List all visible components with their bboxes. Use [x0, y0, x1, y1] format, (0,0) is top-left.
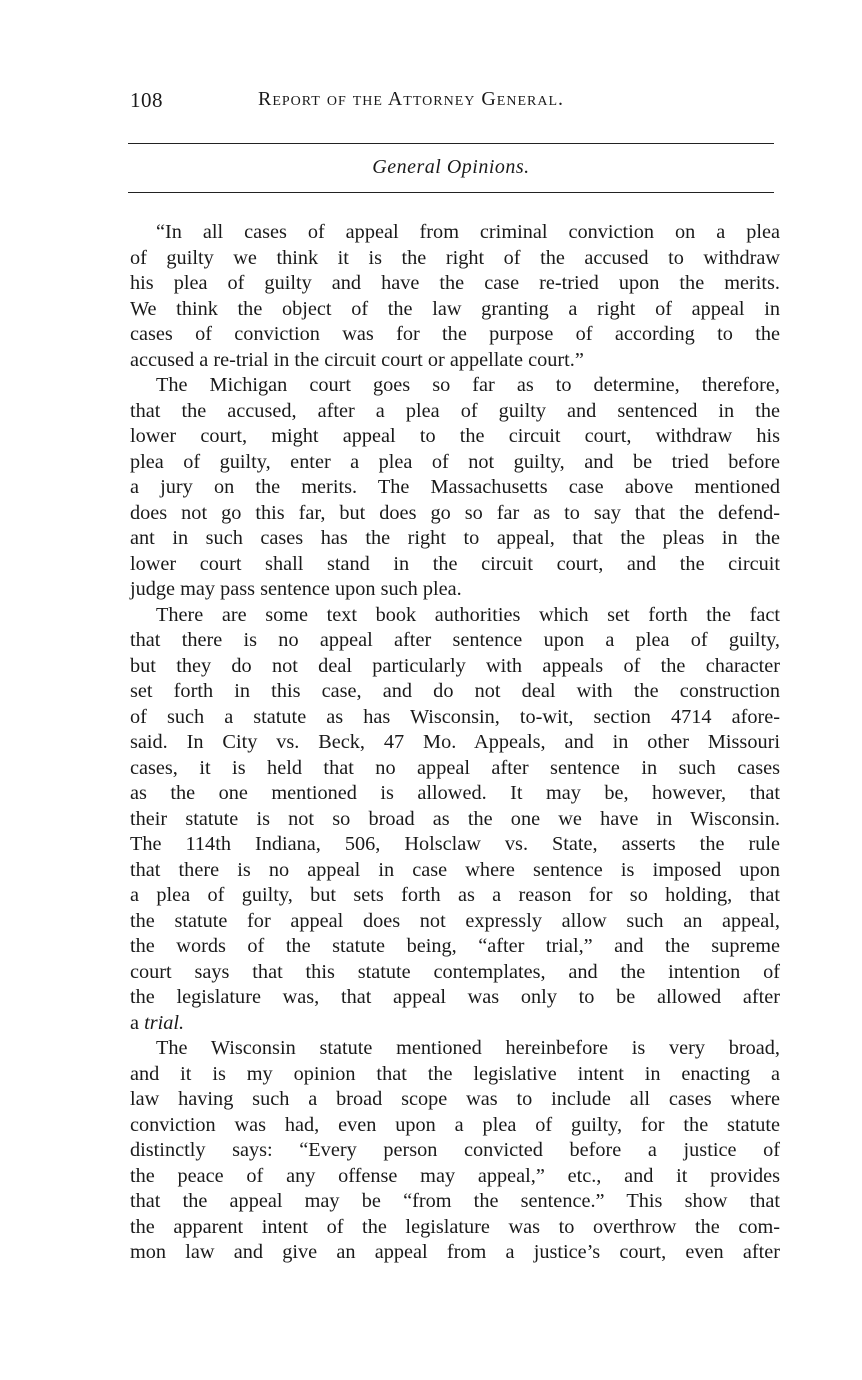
- text-line-content: cases, it is held that no appeal after sentence in such cases: [130, 756, 780, 779]
- text-line: [130, 1087, 780, 1113]
- text-line: [130, 271, 780, 297]
- text-line: [130, 424, 780, 450]
- page-header: [128, 88, 776, 118]
- text-line: [130, 322, 780, 348]
- header-rule-bottom: [128, 192, 774, 193]
- text-line-content: a jury on the merits. The Massachusetts case above mentioned: [130, 476, 780, 498]
- text-line: [130, 450, 780, 476]
- text-line-content: conviction was had, even upon a plea of guilty, for the statute: [130, 1113, 780, 1136]
- text-line-content: and it is my opinion that the legislative intent in enacting a: [130, 1062, 780, 1085]
- text-line: [130, 1164, 780, 1190]
- text-line: [130, 705, 780, 731]
- text-line: [130, 858, 780, 884]
- text-line-content: The Michigan court goes so far as to determine, therefore,: [156, 374, 780, 396]
- text-line: [130, 1189, 780, 1215]
- text-line: [130, 220, 780, 246]
- text-line: [130, 526, 780, 552]
- text-line-content: the words of the statute being, “after trial,” and the supreme: [130, 935, 780, 957]
- text-line-content: that there is no appeal in case where sentence is imposed upon: [130, 858, 780, 881]
- text-line-content: mon law and give an appeal from a justice’s court, even after: [130, 1241, 780, 1263]
- text-line: [130, 756, 780, 782]
- text-line-content: law having such a broad scope was to include all cases where: [130, 1088, 780, 1110]
- text-line-content: distinctly says: “Every person convicted before a justice of: [130, 1139, 780, 1161]
- text-line-content: does not go this far, but does go so far as to say that the defend-: [130, 501, 780, 524]
- text-line: [130, 654, 780, 680]
- text-line-content: that there is no appeal after sentence upon a plea of guilty,: [130, 629, 780, 651]
- text-line-content: judge may pass sentence upon such plea.: [130, 578, 462, 600]
- text-line-content: accused a re-trial in the circuit court or appellate court.”: [130, 348, 584, 371]
- text-line-content: that the appeal may be “from the sentence.” This show that: [130, 1190, 780, 1212]
- text-line-content: plea of guilty, enter a plea of not guilty, and be tried before: [130, 450, 780, 473]
- text-line-content: a: [130, 1011, 145, 1034]
- text-line: [130, 373, 780, 399]
- text-line-content: set forth in this case, and do not deal with the construction: [130, 680, 780, 702]
- text-line: [130, 246, 780, 272]
- text-line: [130, 1240, 780, 1266]
- text-line-content: the legislature was, that appeal was only to be allowed after: [130, 986, 780, 1008]
- text-line: [130, 730, 780, 756]
- text-line-content: a plea of guilty, but sets forth as a reason for so holding, that: [130, 884, 780, 906]
- text-line: [130, 348, 780, 374]
- text-line-content: The 114th Indiana, 506, Holsclaw vs. State, asserts the rule: [130, 833, 780, 855]
- text-line-content: We think the object of the law granting a right of appeal in: [130, 297, 780, 320]
- text-line-content: cases of conviction was for the purpose of according to the: [130, 323, 780, 345]
- text-line-content: of such a statute as has Wisconsin, to-wit, section 4714 afore-: [130, 705, 780, 728]
- text-line-content: the apparent intent of the legislature was to overthrow the com-: [130, 1215, 780, 1238]
- text-line: [130, 1113, 780, 1139]
- text-line-content: as the one mentioned is allowed. It may be, however, that: [130, 782, 780, 804]
- body-text: [130, 220, 780, 1266]
- text-line-content: court says that this statute contemplates, and the intention of: [130, 960, 780, 983]
- text-line: [130, 501, 780, 527]
- text-line: [130, 577, 780, 603]
- text-line: [130, 475, 780, 501]
- text-line-content: said. In City vs. Beck, 47 Mo. Appeals, and in other Missouri: [130, 731, 780, 753]
- header-rule-top: [128, 143, 774, 144]
- text-line-content: their statute is not so broad as the one we have in Wisconsin.: [130, 807, 780, 830]
- text-line-content: the statute for appeal does not expressly allow such an appeal,: [130, 909, 780, 932]
- text-line: [130, 1062, 780, 1088]
- text-line: [130, 960, 780, 986]
- text-line: [130, 781, 780, 807]
- text-line: [130, 1036, 780, 1062]
- text-line-content: his plea of guilty and have the case re-tried upon the merits.: [130, 272, 780, 294]
- text-line: [130, 807, 780, 833]
- text-line: [130, 1011, 780, 1037]
- text-line-content: lower court shall stand in the circuit court, and the circuit: [130, 552, 780, 575]
- text-line: [130, 628, 780, 654]
- text-line: [130, 603, 780, 629]
- text-line: [130, 985, 780, 1011]
- running-head: Report of the Attorney General.: [258, 88, 565, 110]
- text-line: [130, 297, 780, 323]
- text-line: [130, 934, 780, 960]
- text-line: [130, 1138, 780, 1164]
- text-line: [130, 1215, 780, 1241]
- text-line: [130, 832, 780, 858]
- text-line-content: ant in such cases has the right to appeal, that the pleas in the: [130, 527, 780, 549]
- text-line-content: that the accused, after a plea of guilty and sentenced in the: [130, 399, 780, 422]
- text-line-italic: trial.: [144, 1011, 185, 1034]
- text-line-content: but they do not deal particularly with appeals of the character: [130, 654, 780, 677]
- text-line-content: lower court, might appeal to the circuit court, withdraw his: [130, 425, 780, 447]
- text-line: [130, 883, 780, 909]
- page-number: 108: [130, 88, 163, 112]
- text-line: [130, 399, 780, 425]
- text-line-content: of guilty we think it is the right of the accused to withdraw: [130, 246, 780, 269]
- section-title: General Opinions.: [372, 156, 530, 178]
- text-line-content: The Wisconsin statute mentioned hereinbefore is very broad,: [156, 1037, 780, 1059]
- text-line: [130, 679, 780, 705]
- text-line-content: the peace of any offense may appeal,” etc., and it provides: [130, 1164, 780, 1187]
- text-line: [130, 909, 780, 935]
- text-line: [130, 552, 780, 578]
- text-line-content: “In all cases of appeal from criminal conviction on a plea: [156, 221, 780, 243]
- text-line-content: There are some text book authorities which set forth the fact: [156, 603, 780, 626]
